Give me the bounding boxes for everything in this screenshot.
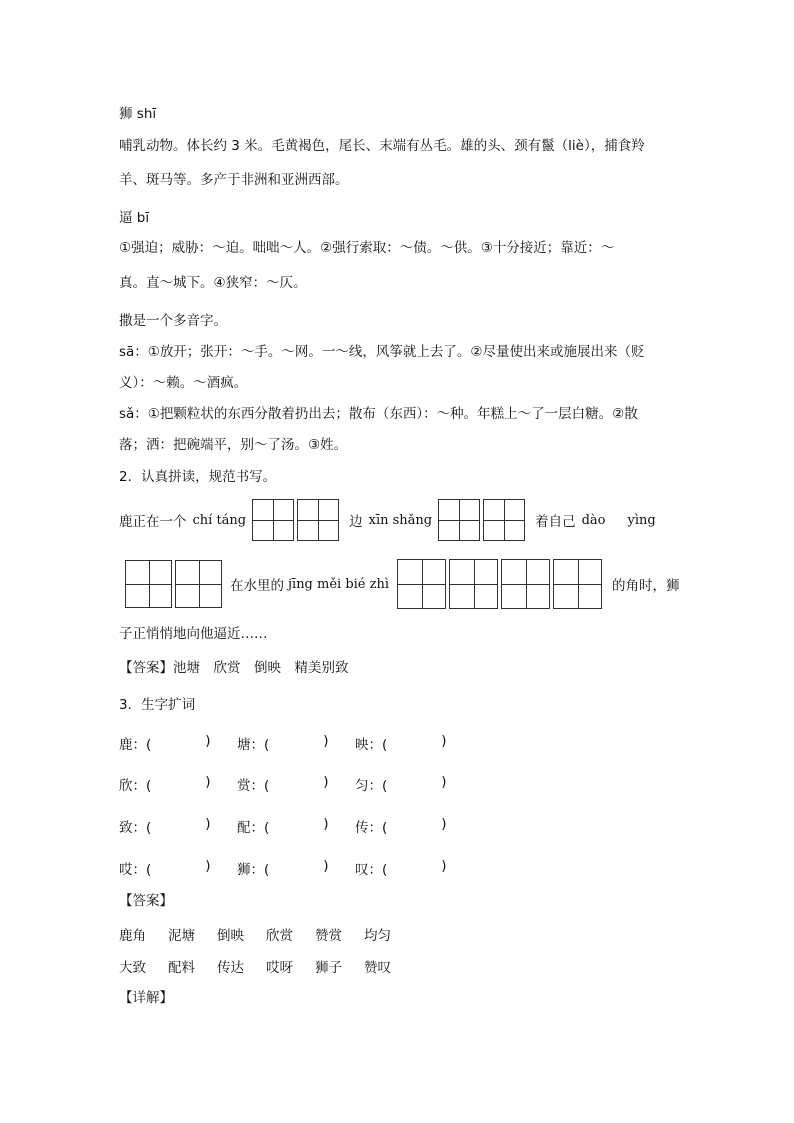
q2-text-5: 的角时，狮 — [612, 578, 680, 594]
q3-fill-label: 欣：( — [119, 778, 152, 794]
writing-grid-group-4[interactable] — [397, 559, 602, 609]
q3-fill-close: ) — [441, 733, 447, 749]
q2-text-4: 在水里的 — [230, 578, 284, 594]
writing-grid-box[interactable] — [252, 499, 294, 541]
q2-sentence-line2 — [125, 559, 680, 609]
q3-fill-close: ) — [205, 816, 211, 832]
q2-text-1: 鹿正在一个 — [119, 514, 187, 530]
q3-answer-label: 【答案】 — [119, 893, 173, 909]
shi-def-line1: 哺乳动物。体长约 3 米。毛黄褐色，尾长、末端有丛毛。雄的头、颈有鬣（liè），捕食羚 — [119, 138, 645, 154]
answer-word: 泥塘 — [168, 928, 195, 944]
writing-grid-box[interactable] — [125, 560, 172, 608]
answer-word: 传达 — [217, 960, 244, 976]
q3-fill-close: ) — [441, 816, 447, 832]
sa2-line1: sǎ：①把颗粒状的东西分散着扔出去；散布（东西）：～种。年糕上～了一层白糖。②散 — [119, 406, 638, 422]
q3-fill-label: 赏：( — [237, 778, 270, 794]
q3-fill-item — [355, 774, 473, 794]
q3-fill-label: 映：( — [355, 737, 388, 753]
q3-fill-label: 配：( — [237, 820, 270, 836]
answer-word: 狮子 — [315, 960, 342, 976]
q2-pinyin-jingmeibiezhi: jīng měi bié zhì — [288, 576, 390, 592]
q3-fill-item — [119, 733, 237, 753]
answer-word: 大致 — [119, 960, 146, 976]
q3-fill-close: ) — [441, 774, 447, 790]
bi-def-line2: 真。直～城下。④狭窄：～仄。 — [119, 275, 307, 291]
sa1-line2: 义）：～赖。～酒疯。 — [119, 375, 248, 391]
q3-fill-close: ) — [323, 733, 329, 749]
q3-fill-item — [119, 858, 237, 878]
q2-text-6: 子正悄悄地向他逼近…… — [119, 626, 268, 642]
writing-grid-group-1[interactable] — [252, 499, 339, 541]
q3-fill-label: 致：( — [119, 820, 152, 836]
q3-fill-blank[interactable] — [151, 858, 205, 878]
writing-grid-box[interactable] — [175, 560, 222, 608]
q3-fill-blank[interactable] — [269, 816, 323, 836]
q3-fill-close: ) — [323, 858, 329, 874]
q2-text-2: 边 — [349, 514, 363, 530]
q2-pinyin-xinshang: xīn shǎng — [368, 512, 433, 528]
q3-fill-item — [119, 774, 237, 794]
q3-fill-label: 传：( — [355, 820, 388, 836]
q2-title: 2．认真拼读，规范书写。 — [119, 469, 277, 485]
q3-fill-label: 哎：( — [119, 862, 152, 878]
q3-fill-close: ) — [441, 858, 447, 874]
q2-pinyin-dao: dào — [581, 512, 606, 528]
q3-fill-label: 塘：( — [237, 737, 270, 753]
q3-fill-item — [237, 733, 355, 753]
q3-fill-blank[interactable] — [151, 816, 205, 836]
q3-fill-blank[interactable] — [151, 733, 205, 753]
sa-intro: 撒是一个多音字。 — [119, 313, 227, 329]
answer-word: 欣赏 — [266, 928, 293, 944]
sa2-line2: 落；洒：把碗端平，别～了汤。③姓。 — [119, 437, 348, 453]
q2-answer: 【答案】池塘 欣赏 倒映 精美别致 — [119, 660, 349, 676]
writing-grid-box[interactable] — [438, 499, 480, 541]
q3-answers-row1 — [119, 924, 413, 944]
q3-fill-close: ) — [323, 774, 329, 790]
answer-word: 均匀 — [364, 928, 391, 944]
q3-fill-blank[interactable] — [269, 858, 323, 878]
bi-head: 逼 bī — [119, 210, 150, 226]
answer-word: 鹿角 — [119, 928, 146, 944]
q3-row — [119, 774, 473, 794]
q3-fill-item — [355, 816, 473, 836]
q3-fill-label: 鹿：( — [119, 737, 152, 753]
q3-fill-blank[interactable] — [387, 816, 441, 836]
q3-fill-blank[interactable] — [269, 733, 323, 753]
q3-fill-item — [237, 774, 355, 794]
writing-grid-box[interactable] — [483, 499, 525, 541]
q3-row — [119, 816, 473, 836]
answer-word: 配料 — [168, 960, 195, 976]
q3-fill-label: 匀：( — [355, 778, 388, 794]
writing-grid-box[interactable] — [297, 499, 339, 541]
answer-word: 赞叹 — [364, 960, 391, 976]
q3-title: 3．生字扩词 — [119, 697, 196, 713]
q3-fill-item — [355, 858, 473, 878]
q3-fill-close: ) — [205, 774, 211, 790]
q3-fill-item — [119, 816, 237, 836]
q3-fill-blank[interactable] — [387, 774, 441, 794]
q3-fill-close: ) — [205, 733, 211, 749]
q3-fill-item — [237, 816, 355, 836]
writing-grid-group-3[interactable] — [125, 560, 222, 608]
answer-word: 赞赏 — [315, 928, 342, 944]
q3-fill-label: 叹：( — [355, 862, 388, 878]
q3-detail-label: 【详解】 — [119, 990, 173, 1006]
q2-sentence-line1 — [119, 499, 656, 541]
q3-answers-row2 — [119, 956, 413, 976]
shi-def-line2: 羊、斑马等。多产于非洲和亚洲西部。 — [119, 172, 349, 188]
q3-row — [119, 733, 473, 753]
q2-text-3: 着自己 — [535, 514, 576, 530]
q3-row — [119, 858, 473, 878]
q3-fill-close: ) — [205, 858, 211, 874]
q2-pinyin-chitang: chí táng — [192, 512, 247, 528]
sa1-line1: sā：①放开；张开：～手。～网。一～线，风筝就上去了。②尽量使出来或施展出来（贬 — [119, 344, 645, 360]
q3-fill-blank[interactable] — [387, 733, 441, 753]
q2-pinyin-ying: yìng — [627, 512, 656, 528]
q3-fill-blank[interactable] — [269, 774, 323, 794]
writing-grid-box[interactable] — [553, 559, 602, 609]
answer-word: 倒映 — [217, 928, 244, 944]
answer-word: 哎呀 — [266, 960, 293, 976]
q3-fill-item — [355, 733, 473, 753]
writing-grid-box[interactable] — [449, 559, 498, 609]
shi-head: 狮 shī — [119, 106, 157, 122]
writing-grid-group-2[interactable] — [438, 499, 525, 541]
q3-fill-label: 狮：( — [237, 862, 270, 878]
q3-fill-item — [237, 858, 355, 878]
q3-fill-blank[interactable] — [387, 858, 441, 878]
q3-fill-blank[interactable] — [151, 774, 205, 794]
bi-def-line1: ①强迫；威胁：～迫。咄咄～人。②强行索取：～债。～供。③十分接近；靠近：～ — [119, 240, 615, 256]
q3-fill-close: ) — [323, 816, 329, 832]
writing-grid-box[interactable] — [397, 559, 446, 609]
writing-grid-box[interactable] — [501, 559, 550, 609]
